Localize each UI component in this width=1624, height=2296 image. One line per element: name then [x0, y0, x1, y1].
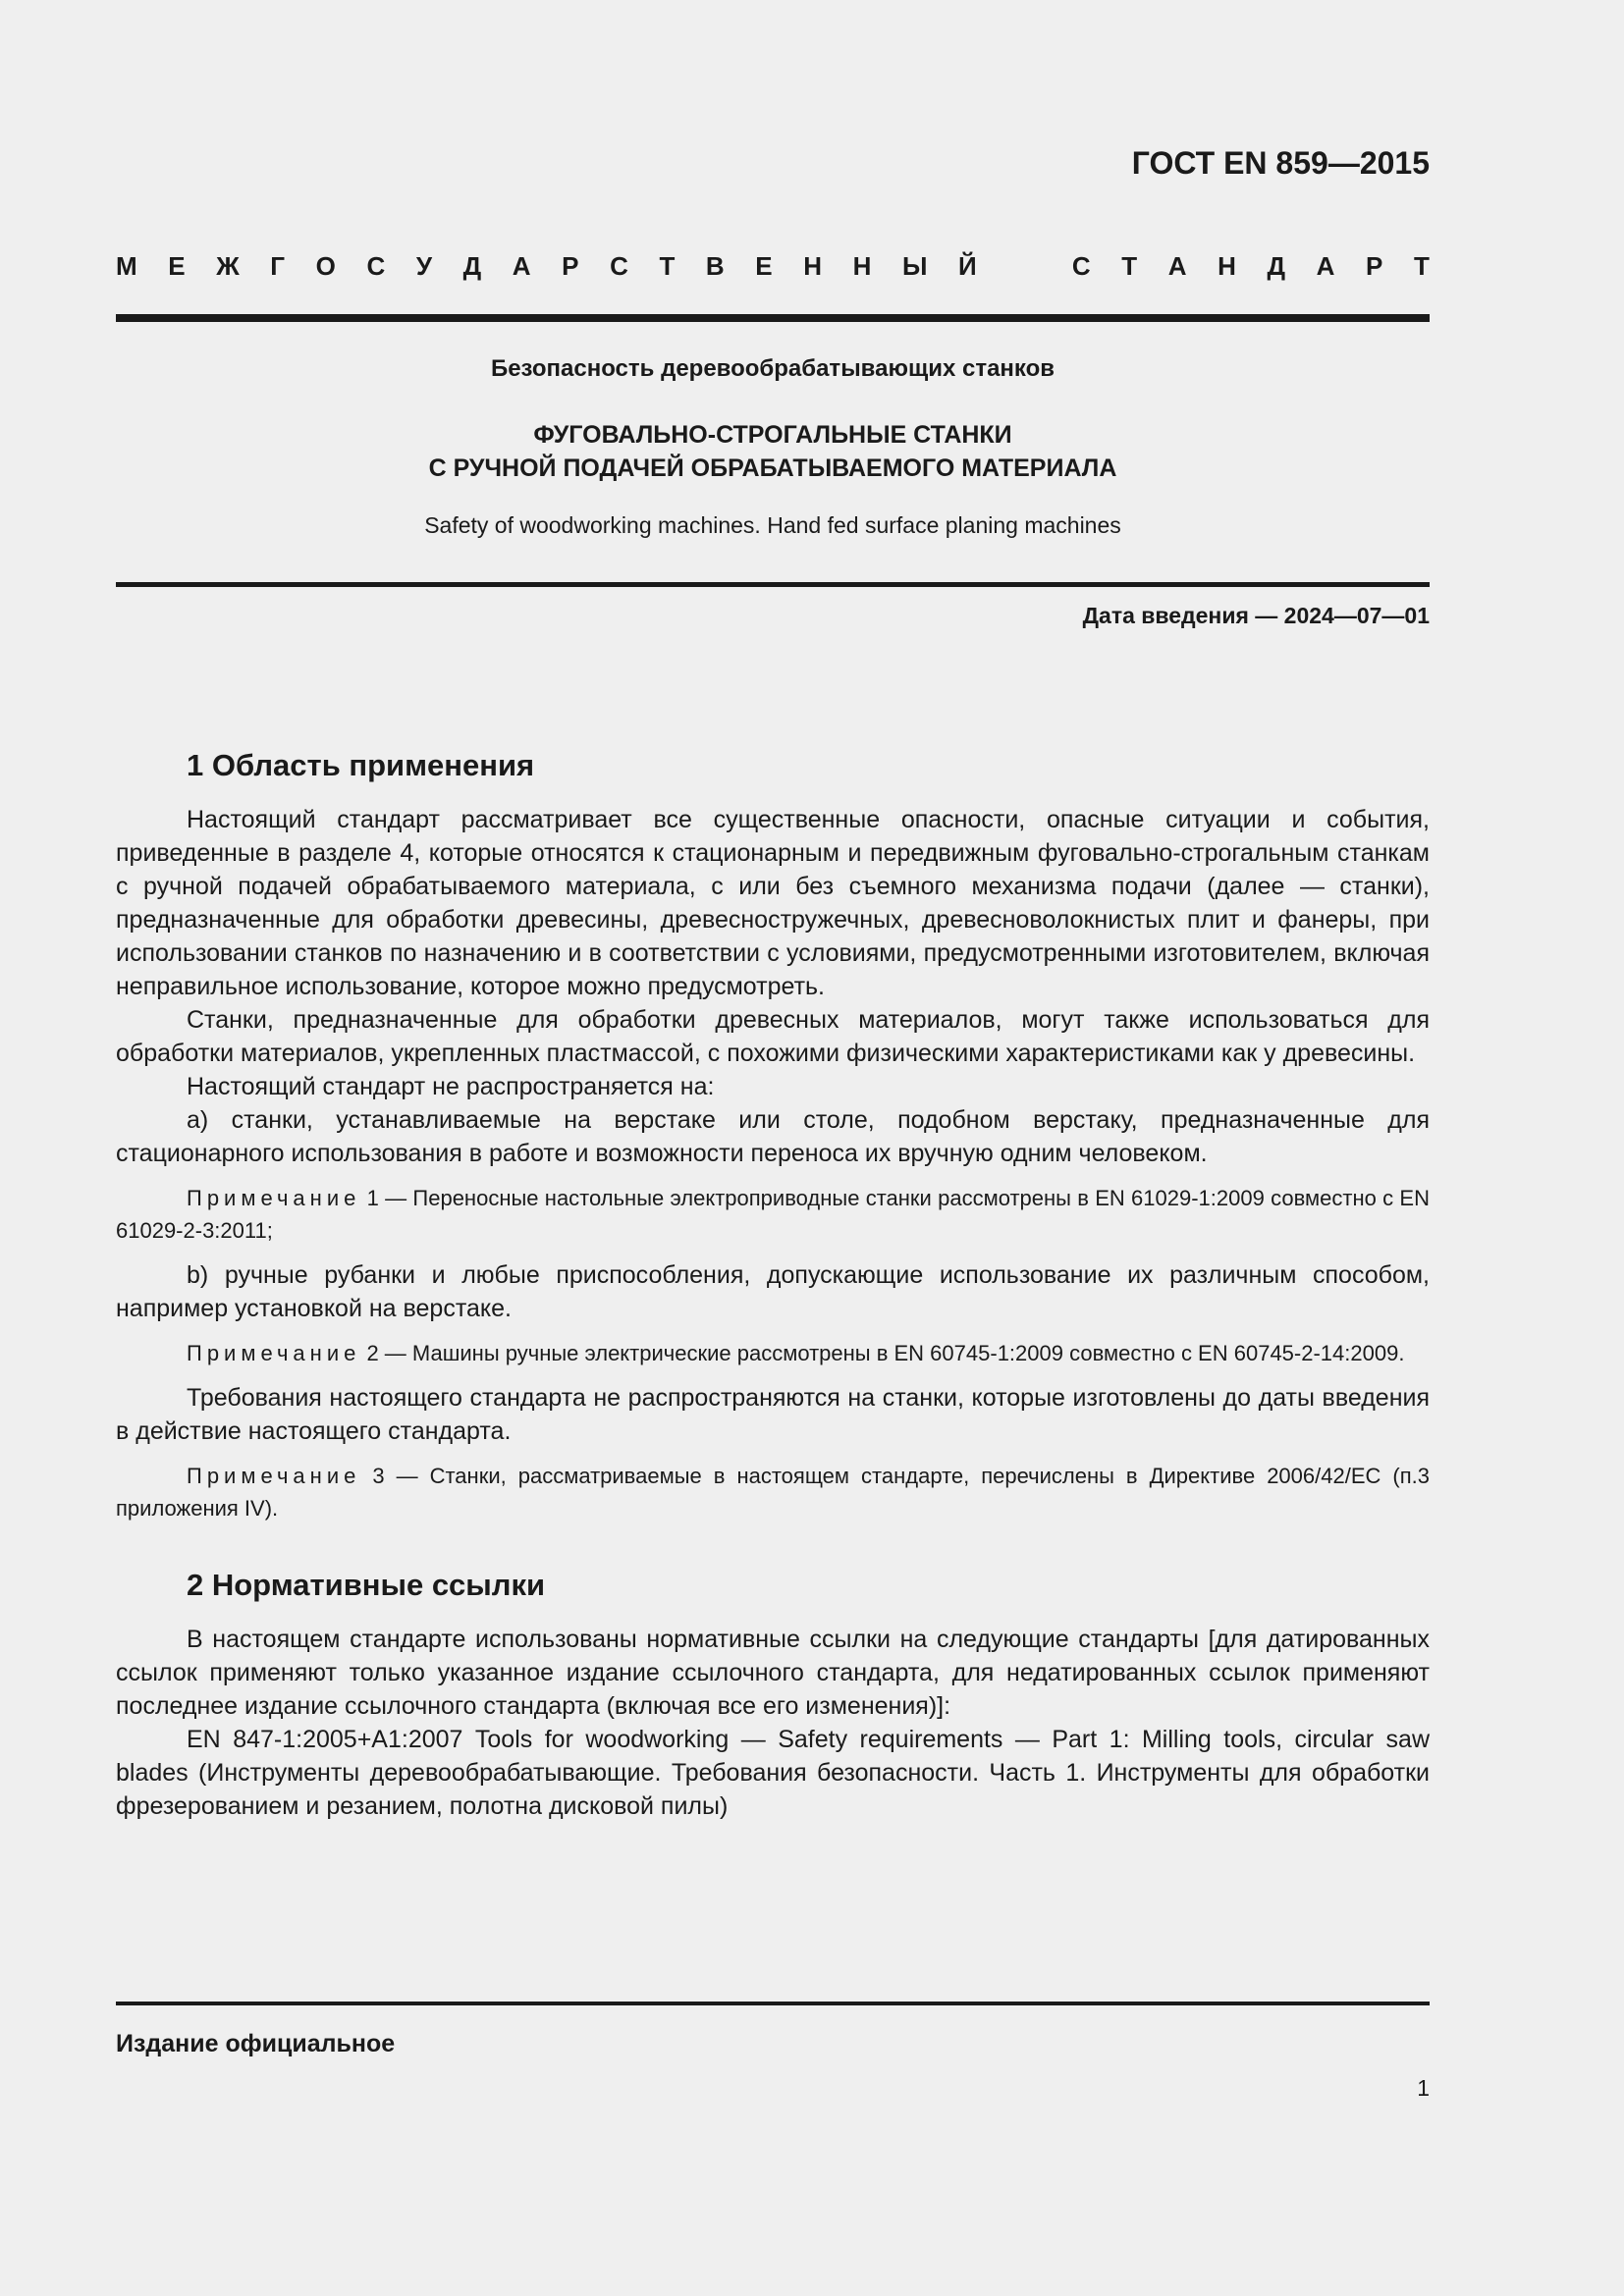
banner-letter: Е: [755, 251, 773, 281]
paragraph: Настоящий стандарт рассматривает все существенные опасности, опасные ситуации и события, приведенные в разделе 4, которые относятся к стационарным и передвижным фуговально-строгальным станкам с ручной подачей обрабатываемого материала, с или без съемного механизма подачи (далее — станки), предназначенные для обработки древесины, древесностружечных, древесноволокнистых плит и фанеры, при использовании станков по назначению и в соответствии с условиями, предусмотренными изготовителем, включая неправильное использование, которое можно предусмотреть.: [116, 806, 1430, 1000]
banner-letter: У: [415, 251, 433, 281]
section-heading: 1 Область применения: [187, 748, 535, 782]
banner-letter: Р: [1366, 251, 1383, 281]
note: [116, 1460, 1430, 1524]
banner-letter: Д: [462, 251, 482, 281]
header-divider: [116, 314, 1430, 322]
list-item: а) станки, устанавливаемые на верстаке или столе, подобном верстаку, предназначенные для стационарного использования в работе и возможности переноса их вручную одним человеком.: [116, 1106, 1430, 1167]
interstate-standard-banner: [116, 251, 1430, 282]
banner-letter: Н: [852, 251, 872, 281]
banner-letter: Т: [659, 251, 676, 281]
paragraph: EN 847-1:2005+А1:2007 Tools for woodworking — Safety requirements — Part 1: Milling tools, circular saw blades (Инструменты деревообрабатывающие. Требования безопасности. Часть 1. Инструменты для обработки фрезерованием и резанием, полотна дисковой пилы): [116, 1726, 1430, 1820]
banner-letter: М: [116, 251, 137, 281]
banner-letter: С: [1071, 251, 1091, 281]
banner-letter: Д: [1267, 251, 1286, 281]
banner-letter: Е: [168, 251, 186, 281]
official-edition-label: Издание официальное: [116, 2030, 396, 2057]
footer-divider: [116, 2002, 1430, 2005]
page-number: 1: [1417, 2075, 1430, 2101]
banner-letter: А: [512, 251, 531, 281]
document-body: [116, 746, 1430, 1823]
english-title: Safety of woodworking machines. Hand fed surface planing machines: [424, 512, 1121, 538]
banner-letter: А: [1167, 251, 1187, 281]
list-item: b) ручные рубанки и любые приспособления, допускающие использование их различным способом, например установкой на верстаке.: [116, 1261, 1430, 1322]
banner-letter: Н: [803, 251, 823, 281]
banner-letter: Т: [1121, 251, 1138, 281]
paragraph: Станки, предназначенные для обработки древесных материалов, могут также использоваться для обработки материалов, укрепленных пластмассой, с похожими физическими характеристиками как у древесины.: [116, 1006, 1430, 1067]
banner-letter: Н: [1218, 251, 1236, 281]
paragraph: Требования настоящего стандарта не распространяются на станки, которые изготовлены до даты введения в действие настоящего стандарта.: [116, 1384, 1430, 1445]
note: [116, 1182, 1430, 1247]
banner-letter: Т: [1413, 251, 1430, 281]
note-label: Примечание: [187, 1464, 361, 1488]
banner-letter: В: [705, 251, 725, 281]
main-title: [116, 418, 1430, 485]
banner-letter: С: [610, 251, 628, 281]
note-text: 2 — Машины ручные электрические рассмотрены в EN 60745-1:2009 совместно с EN 60745-2-14:2009.: [360, 1341, 1405, 1365]
standard-number: ГОСТ EN 859—2015: [1131, 145, 1430, 181]
banner-letter: С: [366, 251, 386, 281]
banner-word-gap: [1007, 251, 1041, 282]
note-text: 3 — Станки, рассматриваемые в настоящем стандарте, перечислены в Директиве 2006/42/ЕС (п.3 приложения IV).: [116, 1464, 1430, 1521]
banner-letter: Г: [270, 251, 286, 281]
banner-letter: Ы: [901, 251, 928, 281]
note-label: Примечание: [187, 1341, 361, 1365]
banner-letter: Й: [958, 251, 977, 281]
series-title: Безопасность деревообрабатывающих станков: [490, 355, 1056, 382]
title-divider: [116, 582, 1430, 587]
note: [116, 1337, 1430, 1369]
note-text: 1 — Переносные настольные электроприводные станки рассмотрены в EN 61029-1:2009 совместно с EN 61029-2-3:2011;: [116, 1186, 1430, 1243]
introduction-date: Дата введения — 2024—07—01: [1082, 603, 1430, 628]
banner-letter: Ж: [216, 251, 240, 281]
main-title-line: ФУГОВАЛЬНО-СТРОГАЛЬНЫЕ СТАНКИ: [533, 421, 1012, 449]
banner-letter: А: [1316, 251, 1335, 281]
paragraph: В настоящем стандарте использованы нормативные ссылки на следующие стандарты [для датированных ссылок применяют только указанное издание ссылочного стандарта, для недатированных ссылок применяют последнее издание ссылочного стандарта (включая все его изменения)]:: [116, 1626, 1430, 1720]
main-title-line: С РУЧНОЙ ПОДАЧЕЙ ОБРАБАТЫВАЕМОГО МАТЕРИАЛА: [428, 454, 1117, 482]
banner-letter: О: [315, 251, 336, 281]
paragraph: Настоящий стандарт не распространяется на:: [187, 1073, 715, 1100]
note-label: Примечание: [187, 1186, 361, 1210]
section-heading: 2 Нормативные ссылки: [187, 1568, 546, 1602]
banner-letter: Р: [562, 251, 579, 281]
